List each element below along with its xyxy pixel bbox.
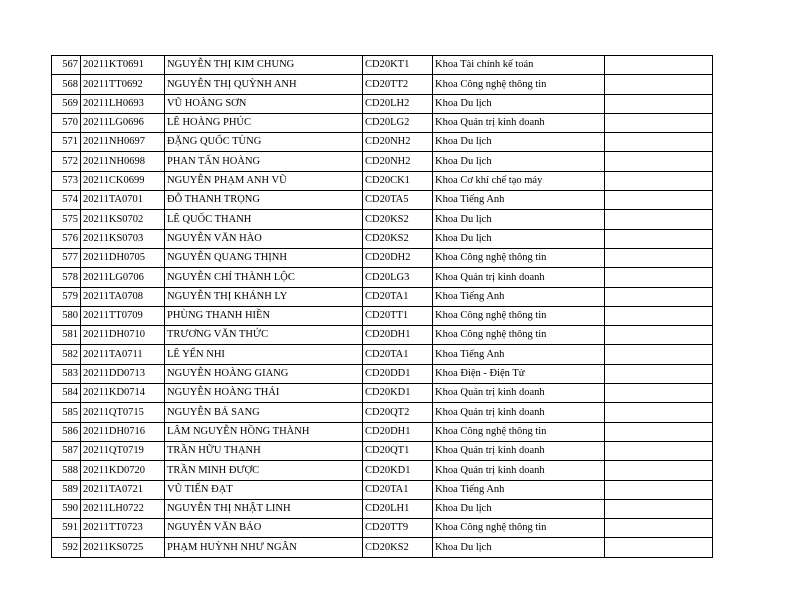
table-row — [52, 94, 713, 113]
student-name-cell: TRƯƠNG VĂN THỨC — [165, 326, 363, 345]
note-cell — [605, 326, 713, 345]
note-cell — [605, 210, 713, 229]
faculty-cell: Khoa Du lịch — [433, 152, 605, 171]
student-id-cell: 20211KS0703 — [81, 229, 165, 248]
note-cell — [605, 441, 713, 460]
class-code-cell: CD20KD1 — [363, 461, 433, 480]
student-name-cell: NGUYỄN THỊ KHÁNH LY — [165, 287, 363, 306]
table-row — [52, 441, 713, 460]
table-row — [52, 422, 713, 441]
faculty-cell: Khoa Tài chính kế toán — [433, 56, 605, 75]
student-id-cell: 20211DH0716 — [81, 422, 165, 441]
student-id-cell: 20211CK0699 — [81, 171, 165, 190]
note-cell — [605, 171, 713, 190]
faculty-cell: Khoa Quản trị kinh doanh — [433, 113, 605, 132]
class-code-cell: CD20LG3 — [363, 268, 433, 287]
table-row — [52, 364, 713, 383]
faculty-cell: Khoa Công nghệ thông tin — [433, 306, 605, 325]
table-row — [52, 229, 713, 248]
faculty-cell: Khoa Công nghệ thông tin — [433, 326, 605, 345]
faculty-cell: Khoa Tiếng Anh — [433, 287, 605, 306]
table-row — [52, 538, 713, 557]
class-code-cell: CD20TA1 — [363, 480, 433, 499]
table-row — [52, 171, 713, 190]
student-id-cell: 20211KT0691 — [81, 56, 165, 75]
table-row — [52, 326, 713, 345]
student-id-cell: 20211TT0709 — [81, 306, 165, 325]
note-cell — [605, 480, 713, 499]
student-id-cell: 20211QT0719 — [81, 441, 165, 460]
row-number-cell: 574 — [52, 191, 81, 210]
student-id-cell: 20211DH0705 — [81, 248, 165, 267]
class-code-cell: CD20CK1 — [363, 171, 433, 190]
note-cell — [605, 248, 713, 267]
student-name-cell: NGUYỄN THỊ NHẬT LINH — [165, 499, 363, 518]
student-id-cell: 20211LG0706 — [81, 268, 165, 287]
table-row — [52, 384, 713, 403]
faculty-cell: Khoa Du lịch — [433, 229, 605, 248]
student-id-cell: 20211LH0722 — [81, 499, 165, 518]
row-number-cell: 569 — [52, 94, 81, 113]
student-name-cell: TRẦN MINH ĐƯỢC — [165, 461, 363, 480]
student-name-cell: PHÙNG THANH HIỀN — [165, 306, 363, 325]
row-number-cell: 592 — [52, 538, 81, 557]
row-number-cell: 567 — [52, 56, 81, 75]
note-cell — [605, 94, 713, 113]
table-row — [52, 268, 713, 287]
student-id-cell: 20211KS0702 — [81, 210, 165, 229]
table-row — [52, 499, 713, 518]
student-roster-table — [51, 55, 713, 558]
student-name-cell: TRẦN HỮU THẠNH — [165, 441, 363, 460]
class-code-cell: CD20KS2 — [363, 210, 433, 229]
class-code-cell: CD20QT2 — [363, 403, 433, 422]
table-row — [52, 210, 713, 229]
student-id-cell: 20211KS0725 — [81, 538, 165, 557]
class-code-cell: CD20KS2 — [363, 538, 433, 557]
student-name-cell: ĐỖ THANH TRỌNG — [165, 191, 363, 210]
row-number-cell: 571 — [52, 133, 81, 152]
student-name-cell: PHẠM HUỲNH NHƯ NGÂN — [165, 538, 363, 557]
note-cell — [605, 364, 713, 383]
note-cell — [605, 499, 713, 518]
class-code-cell: CD20DH1 — [363, 326, 433, 345]
table-row — [52, 461, 713, 480]
student-name-cell: LÊ YẾN NHI — [165, 345, 363, 364]
class-code-cell: CD20TT1 — [363, 306, 433, 325]
faculty-cell: Khoa Quản trị kinh doanh — [433, 384, 605, 403]
student-name-cell: NGUYỄN VĂN BẢO — [165, 519, 363, 538]
row-number-cell: 586 — [52, 422, 81, 441]
student-name-cell: NGUYỄN VĂN HÀO — [165, 229, 363, 248]
student-name-cell: NGUYỄN THỊ KIM CHUNG — [165, 56, 363, 75]
row-number-cell: 591 — [52, 519, 81, 538]
note-cell — [605, 191, 713, 210]
faculty-cell: Khoa Công nghệ thông tin — [433, 75, 605, 94]
faculty-cell: Khoa Công nghệ thông tin — [433, 248, 605, 267]
class-code-cell: CD20TA1 — [363, 345, 433, 364]
table-row — [52, 56, 713, 75]
class-code-cell: CD20DD1 — [363, 364, 433, 383]
note-cell — [605, 519, 713, 538]
student-id-cell: 20211LG0696 — [81, 113, 165, 132]
faculty-cell: Khoa Du lịch — [433, 94, 605, 113]
faculty-cell: Khoa Quản trị kinh doanh — [433, 461, 605, 480]
class-code-cell: CD20LH1 — [363, 499, 433, 518]
row-number-cell: 590 — [52, 499, 81, 518]
row-number-cell: 581 — [52, 326, 81, 345]
row-number-cell: 577 — [52, 248, 81, 267]
student-id-cell: 20211NH0698 — [81, 152, 165, 171]
student-id-cell: 20211TA0708 — [81, 287, 165, 306]
row-number-cell: 579 — [52, 287, 81, 306]
note-cell — [605, 384, 713, 403]
note-cell — [605, 152, 713, 171]
row-number-cell: 582 — [52, 345, 81, 364]
class-code-cell: CD20TA1 — [363, 287, 433, 306]
student-name-cell: NGUYỄN QUANG THỊNH — [165, 248, 363, 267]
student-name-cell: LÊ HOÀNG PHÚC — [165, 113, 363, 132]
table-row — [52, 248, 713, 267]
table-row — [52, 306, 713, 325]
faculty-cell: Khoa Công nghệ thông tin — [433, 519, 605, 538]
student-name-cell: NGUYỄN CHÍ THÀNH LỘC — [165, 268, 363, 287]
row-number-cell: 580 — [52, 306, 81, 325]
row-number-cell: 570 — [52, 113, 81, 132]
row-number-cell: 585 — [52, 403, 81, 422]
faculty-cell: Khoa Tiếng Anh — [433, 191, 605, 210]
note-cell — [605, 287, 713, 306]
student-id-cell: 20211TA0711 — [81, 345, 165, 364]
class-code-cell: CD20TA5 — [363, 191, 433, 210]
faculty-cell: Khoa Quản trị kinh doanh — [433, 268, 605, 287]
class-code-cell: CD20LH2 — [363, 94, 433, 113]
note-cell — [605, 538, 713, 557]
faculty-cell: Khoa Cơ khí chế tạo máy — [433, 171, 605, 190]
student-id-cell: 20211NH0697 — [81, 133, 165, 152]
table-row — [52, 480, 713, 499]
class-code-cell: CD20DH2 — [363, 248, 433, 267]
table-row — [52, 113, 713, 132]
note-cell — [605, 306, 713, 325]
class-code-cell: CD20KD1 — [363, 384, 433, 403]
row-number-cell: 589 — [52, 480, 81, 499]
table-row — [52, 152, 713, 171]
note-cell — [605, 75, 713, 94]
student-id-cell: 20211KD0714 — [81, 384, 165, 403]
student-name-cell: ĐẶNG QUỐC TÙNG — [165, 133, 363, 152]
class-code-cell: CD20TT2 — [363, 75, 433, 94]
student-name-cell: NGUYỄN HOÀNG GIANG — [165, 364, 363, 383]
row-number-cell: 583 — [52, 364, 81, 383]
class-code-cell: CD20NH2 — [363, 133, 433, 152]
roster-body — [52, 56, 713, 558]
table-row — [52, 191, 713, 210]
row-number-cell: 573 — [52, 171, 81, 190]
faculty-cell: Khoa Công nghệ thông tin — [433, 422, 605, 441]
student-id-cell: 20211QT0715 — [81, 403, 165, 422]
student-name-cell: PHAN TẤN HOÀNG — [165, 152, 363, 171]
class-code-cell: CD20LG2 — [363, 113, 433, 132]
student-id-cell: 20211TA0701 — [81, 191, 165, 210]
class-code-cell: CD20DH1 — [363, 422, 433, 441]
note-cell — [605, 422, 713, 441]
faculty-cell: Khoa Tiếng Anh — [433, 480, 605, 499]
student-id-cell: 20211DD0713 — [81, 364, 165, 383]
faculty-cell: Khoa Tiếng Anh — [433, 345, 605, 364]
faculty-cell: Khoa Du lịch — [433, 133, 605, 152]
student-id-cell: 20211TT0723 — [81, 519, 165, 538]
table-row — [52, 403, 713, 422]
student-name-cell: LÊ QUỐC THANH — [165, 210, 363, 229]
student-name-cell: NGUYỄN BÁ SANG — [165, 403, 363, 422]
student-name-cell: LÂM NGUYỄN HỒNG THÀNH — [165, 422, 363, 441]
row-number-cell: 588 — [52, 461, 81, 480]
class-code-cell: CD20KS2 — [363, 229, 433, 248]
student-id-cell: 20211LH0693 — [81, 94, 165, 113]
row-number-cell: 575 — [52, 210, 81, 229]
faculty-cell: Khoa Du lịch — [433, 499, 605, 518]
table-row — [52, 133, 713, 152]
note-cell — [605, 56, 713, 75]
row-number-cell: 584 — [52, 384, 81, 403]
table-row — [52, 287, 713, 306]
faculty-cell: Khoa Quản trị kinh doanh — [433, 403, 605, 422]
note-cell — [605, 133, 713, 152]
row-number-cell: 572 — [52, 152, 81, 171]
note-cell — [605, 345, 713, 364]
class-code-cell: CD20TT9 — [363, 519, 433, 538]
class-code-cell: CD20KT1 — [363, 56, 433, 75]
student-id-cell: 20211TT0692 — [81, 75, 165, 94]
student-name-cell: NGUYỄN PHẠM ANH VŨ — [165, 171, 363, 190]
student-id-cell: 20211TA0721 — [81, 480, 165, 499]
table-row — [52, 519, 713, 538]
note-cell — [605, 461, 713, 480]
table-row — [52, 345, 713, 364]
student-id-cell: 20211KD0720 — [81, 461, 165, 480]
class-code-cell: CD20NH2 — [363, 152, 433, 171]
faculty-cell: Khoa Du lịch — [433, 210, 605, 229]
row-number-cell: 568 — [52, 75, 81, 94]
student-name-cell: VŨ TIẾN ĐẠT — [165, 480, 363, 499]
class-code-cell: CD20QT1 — [363, 441, 433, 460]
row-number-cell: 578 — [52, 268, 81, 287]
row-number-cell: 576 — [52, 229, 81, 248]
faculty-cell: Khoa Du lịch — [433, 538, 605, 557]
note-cell — [605, 268, 713, 287]
student-name-cell: VŨ HOÀNG SƠN — [165, 94, 363, 113]
table-row — [52, 75, 713, 94]
student-name-cell: NGUYỄN HOÀNG THÁI — [165, 384, 363, 403]
row-number-cell: 587 — [52, 441, 81, 460]
student-name-cell: NGUYỄN THỊ QUỲNH ANH — [165, 75, 363, 94]
faculty-cell: Khoa Quản trị kinh doanh — [433, 441, 605, 460]
student-id-cell: 20211DH0710 — [81, 326, 165, 345]
note-cell — [605, 113, 713, 132]
note-cell — [605, 229, 713, 248]
faculty-cell: Khoa Điện - Điện Tử — [433, 364, 605, 383]
note-cell — [605, 403, 713, 422]
